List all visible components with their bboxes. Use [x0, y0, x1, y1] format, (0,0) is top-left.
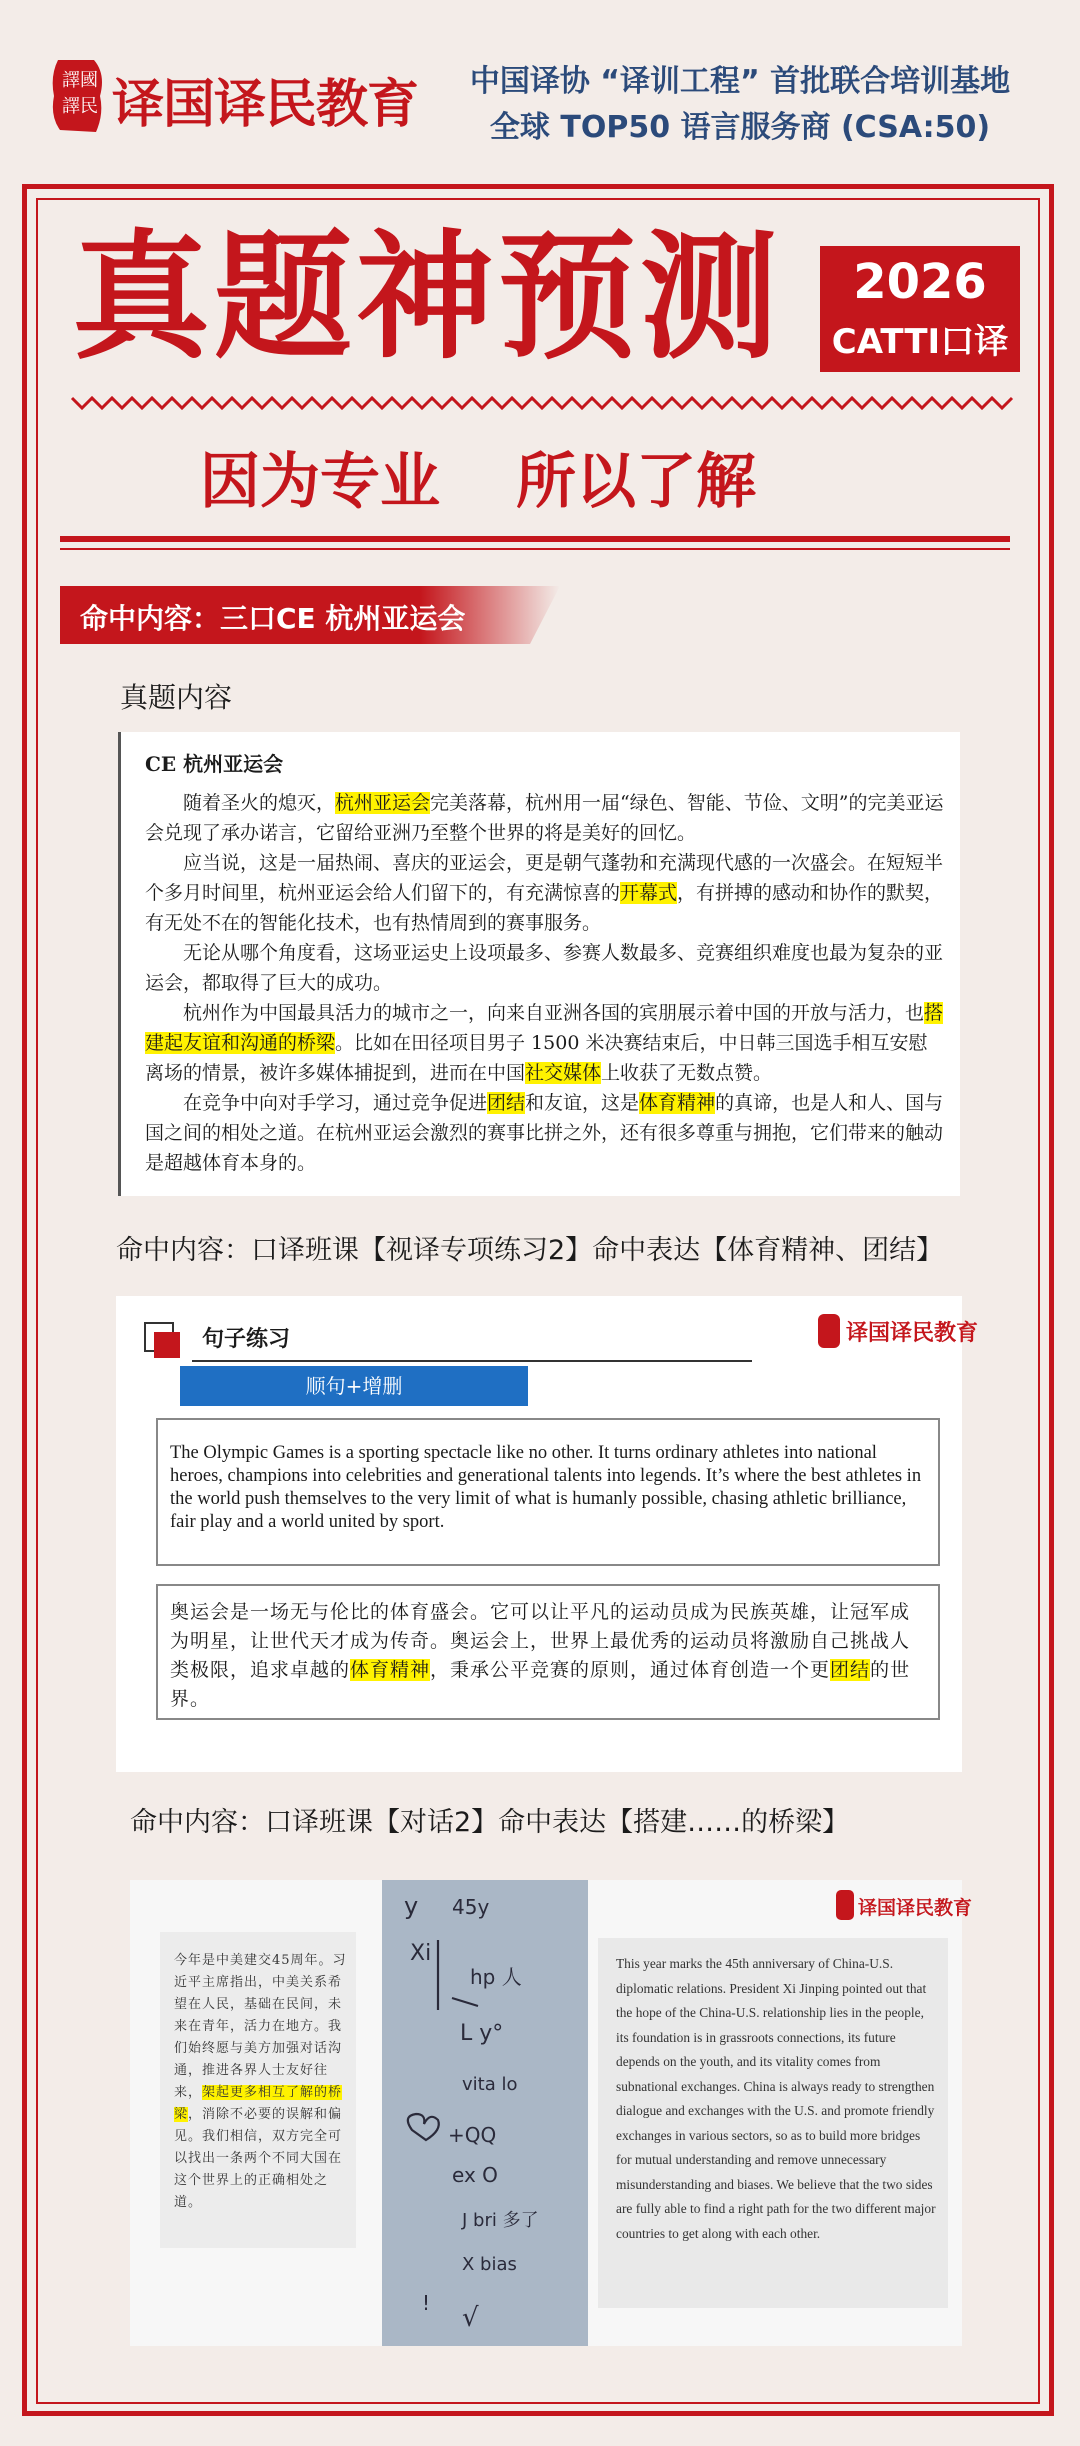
slogan-rule: [60, 536, 1010, 542]
highlight: 搭建起友谊和沟通的桥梁: [145, 1002, 944, 1054]
svg-text:√: √: [462, 2303, 479, 2333]
chinese-dialogue-text: 今年是中美建交45周年。习近平主席指出，中美关系希望在人民，基础在民间，未来在青年，活力在地方。我们始终愿与美方加强对话沟通，推进各界人士友好往来，架起更多相互了解的桥梁，消除不必要的误解和偏见。我们相信，双方完全可以找出一条两个不同大国在这个世界上的正确相处之道。: [174, 1953, 347, 2210]
highlight: 团结: [487, 1092, 526, 1114]
english-passage: The Olympic Games is a sporting spectacle like no other. It turns ordinary athletes into national heroes, champions into celebrities and generational talents into legends. It’s where the best athletes in the world push themselves to the very limit of what is humanly possible, chasing athletic brilliance, fair play and a world united by sport.: [156, 1418, 940, 1566]
slide-brand-logo: [834, 1886, 973, 1926]
svg-text:ex O: ex O: [452, 2163, 498, 2187]
highlight: 团结: [830, 1659, 871, 1681]
brand-name: 译国译民教育: [112, 75, 419, 135]
year-text: 2026: [853, 254, 987, 310]
slogan-part-2: 所以了解: [516, 447, 756, 517]
svg-text:L y°: L y°: [460, 2021, 504, 2046]
exam-paragraph: 杭州作为中国最具活力的城市之一，向来自亚洲各国的宾朋展示着中国的开放与活力，也搭建起友谊和沟通的桥梁。比如在田径项目男子 1500 米决赛结束后，中日韩三国选手相互安慰离场的情景，被许多媒体捕捉到，进而在中国社交媒体上收获了无数点赞。: [145, 1002, 944, 1084]
svg-text:J bri 多了: J bri 多了: [462, 2210, 539, 2231]
svg-text:譯: 譯: [62, 70, 80, 91]
slide-title-rule: [192, 1360, 752, 1362]
slogan-part-1: 因为专业: [200, 447, 440, 517]
exam-paragraph: 无论从哪个角度看，这场亚运史上设项最多、参赛人数最多、竞赛组织难度也最为复杂的亚运会，都取得了巨大的成功。: [145, 942, 944, 994]
claim-line-2: 全球 TOP50 语言服务商 (CSA:50): [489, 110, 991, 145]
slide-title: 句子练习: [202, 1326, 291, 1352]
svg-text:译国译民教育: 译国译民教育: [846, 1321, 979, 1346]
svg-text:!: !: [422, 2291, 431, 2315]
svg-text:國: 國: [80, 70, 98, 91]
svg-text:譯: 譯: [62, 96, 80, 117]
exam-text-card: [118, 732, 960, 1196]
highlight: 体育精神: [350, 1659, 431, 1681]
year-badge: [820, 246, 1020, 372]
zigzag-divider: [72, 396, 1012, 410]
main-title: 真题神预测: [72, 215, 783, 378]
highlight: 开幕式: [620, 882, 678, 904]
highlight: 社交媒体: [525, 1062, 602, 1084]
exam-name: CATTI口译: [831, 322, 1009, 362]
svg-text:y: y: [404, 1892, 419, 1920]
highlight: 杭州亚运会: [335, 792, 431, 814]
svg-text:+QQ: +QQ: [448, 2123, 497, 2147]
svg-text:hp 人: hp 人: [470, 1965, 522, 1989]
technique-bar: 顺句+增删: [180, 1366, 528, 1406]
course-slide-sentence-practice: [116, 1296, 979, 1772]
title-square-red-icon: [154, 1332, 180, 1358]
exam-paragraph: 在竞争中向对手学习，通过竞争促进团结和友谊，这是体育精神的真谛，也是人和人、国与国之间的相处之道。在杭州亚运会激烈的赛事比拼之外，还有很多尊重与拥抱，它们带来的触动是超越体育本身的。: [145, 1092, 944, 1174]
svg-text:译国译民教育: 译国译民教育: [858, 1897, 973, 1919]
slogan: [200, 434, 756, 520]
claim-line-1: 中国译协 “译训工程” 首批联合培训基地: [469, 64, 1011, 99]
svg-text:45y: 45y: [452, 1895, 490, 1919]
svg-text:民: 民: [80, 96, 98, 117]
svg-text:vita lo: vita lo: [462, 2074, 518, 2095]
section-banner-text: 命中内容：三口CE 杭州亚运会: [80, 602, 466, 635]
exam-content-label: 真题内容: [120, 681, 233, 714]
highlight: 体育精神: [639, 1092, 716, 1114]
hit-caption-3: 命中内容：口译班课【对话2】命中表达【搭建……的桥梁】: [130, 1807, 850, 1838]
course-slide-dialogue: [130, 1880, 973, 2346]
exam-text-title: CE 杭州亚运会: [145, 752, 284, 776]
exam-paragraph: 随着圣火的熄灭，杭州亚运会完美落幕，杭州用一届“绿色、智能、节俭、文明”的完美亚运会兑现了承办诺言，它留给亚洲乃至整个世界的将是美好的回忆。: [145, 792, 944, 844]
svg-text:Xi: Xi: [410, 1941, 432, 1966]
slogan-rule-thin: [60, 548, 1010, 550]
hit-caption-2: 命中内容：口译班课【视译专项练习2】命中表达【体育精神、团结】: [116, 1235, 944, 1266]
exam-paragraph: 应当说，这是一届热闹、喜庆的亚运会，更是朝气蓬勃和充满现代感的一次盛会。在短短半个多月时间里，杭州亚运会给人们留下的，有充满惊喜的开幕式，有拼搏的感动和协作的默契，有无处不在的智能化技术，也有热情周到的赛事服务。: [145, 852, 944, 934]
svg-text:X bias: X bias: [462, 2254, 517, 2275]
slide-brand-logo: [816, 1310, 979, 1354]
highlight: 架起更多相互了解的桥梁: [174, 2085, 343, 2122]
exam-text-body: [145, 788, 945, 1178]
chinese-passage: 奥运会是一场无与伦比的体育盛会。它可以让平凡的运动员成为民族英雄，让冠军成为明星，让世代天才成为传奇。奥运会上，世界上最优秀的运动员将激励自己挑战人类极限，追求卓越的体育精神，秉承公平竞赛的原则，通过体育创造一个更团结的世界。: [156, 1584, 940, 1720]
english-dialogue-text: This year marks the 45th anniversary of China-U.S. diplomatic relations. President Xi Jinping pointed out that the hope of the China-U.S. relationship lies in the people, its foundation is in grassroots connections, its future depends on the youth, and its vitality comes from subnational exchanges. China is always ready to strengthen dialogue and exchanges with the U.S. and promote friendly exchanges in various sectors, so as to build more bridges for mutual understanding and remove unnecessary misunderstanding and biases. We believe that the two sides are fully able to find a right path for the two different major countries to get along with each other.: [616, 1956, 936, 2241]
handwritten-notes-photo: [382, 1880, 588, 2346]
brand-seal-logo: [48, 56, 106, 134]
